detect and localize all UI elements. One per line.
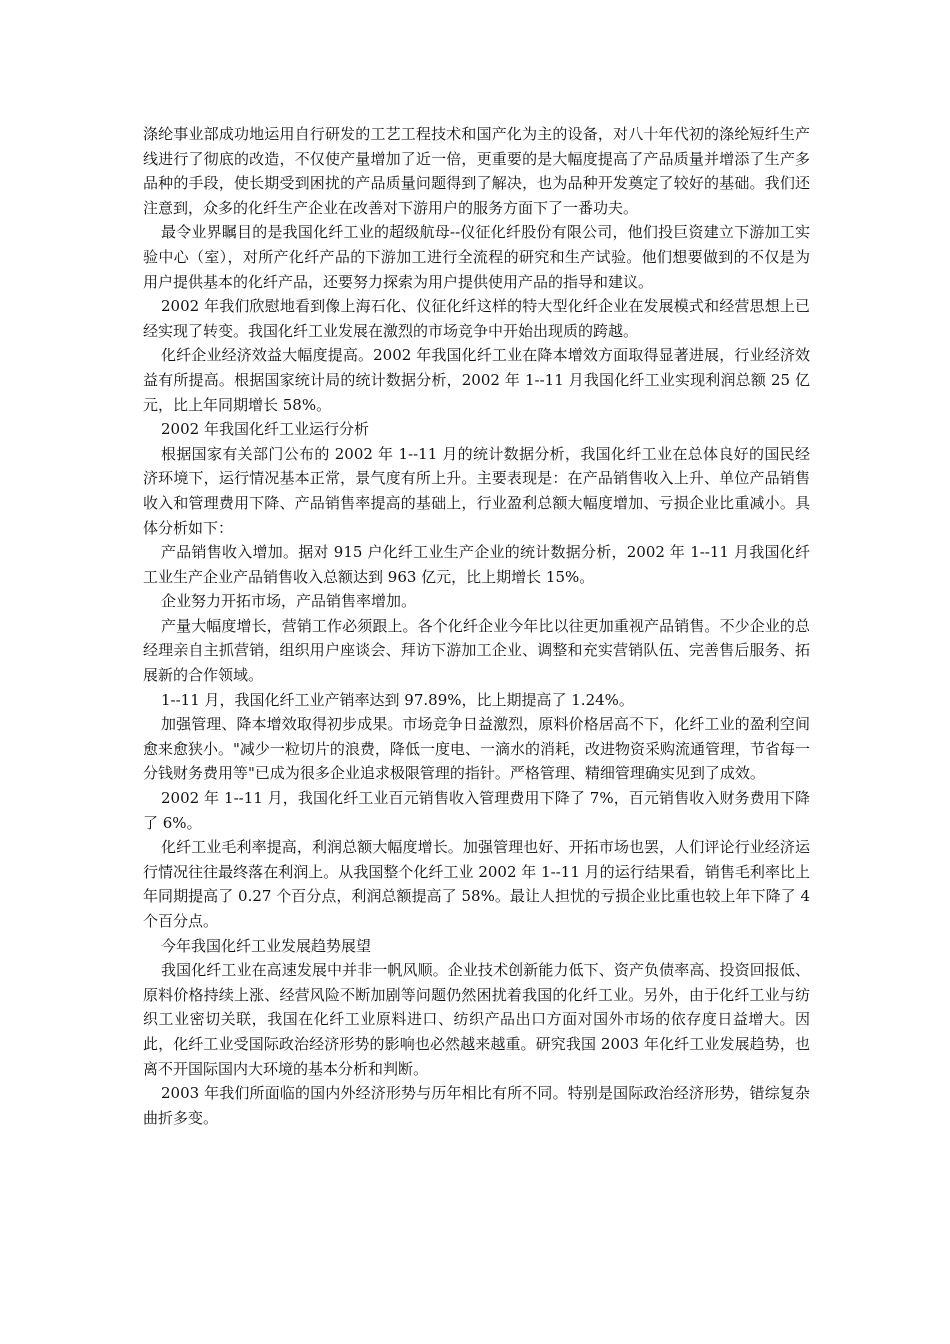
paragraph-profit-growth: 化纤企业经济效益大幅度提高。2002 年我国化纤工业在降本增效方面取得显著进展，行业经济效益有所提高。根据国家统计局的统计数据分析，2002 年 1--11 月我国化纤工业实现利润总额 25 亿元，比上年同期增长 58%。 bbox=[143, 346, 810, 414]
paragraph-market-expansion: 企业努力开拓市场，产品销售率增加。 bbox=[161, 592, 417, 611]
document-page bbox=[143, 122, 810, 1130]
paragraph-sales-revenue: 产品销售收入增加。据对 915 户化纤工业生产企业的统计数据分析，2002 年 1--11 月我国化纤工业生产企业产品销售收入总额达到 963 亿元，比上期增长 15%。 bbox=[143, 543, 810, 586]
paragraph-yizheng-lab: 最令业界瞩目的是我国化纤工业的超级航母--仪征化纤股份有限公司，他们投巨资建立下游加工实验中心（室），对所产化纤产品的下游加工进行全流程的研究和生产试验。他们想要做到的不仅是为用户提供基本的化纤产品，还要努力探索为用户提供使用产品的指导和建议。 bbox=[143, 223, 810, 291]
paragraph-management-cost: 加强管理、降本增效取得初步成果。市场竞争日益激烈，原料价格居高不下，化纤工业的盈利空间愈来愈狭小。"减少一粒切片的浪费，降低一度电、一滴水的消耗，改进物资采购流通管理，节省每一分钱财务费用等"已成为很多企业追求极限管理的指针。严格管理、精细管理确实见到了成效。 bbox=[143, 715, 810, 783]
paragraph-challenges: 我国化纤工业在高速发展中并非一帆风顺。企业技术创新能力低下、资产负债率高、投资回报低、原料价格持续上涨、经营风险不断加剧等问题仍然困扰着我国的化纤工业。另外，由于化纤工业与纺织工业密切关联，我国在化纤工业原料进口、纺织产品出口方面对国外市场的依存度日益增大。因此，化纤工业受国际政治经济形势的影响也必然越来越重。研究我国 2003 年化纤工业发展趋势，也离不开国际国内大环境的基本分析和判断。 bbox=[143, 961, 810, 1078]
paragraph-2003-situation: 2003 年我们所面临的国内外经济形势与历年相比有所不同。特别是国际政治经济形势，错综复杂曲折多变。 bbox=[143, 1084, 810, 1127]
paragraph-analysis-overview: 根据国家有关部门公布的 2002 年 1--11 月的统计数据分析，我国化纤工业在总体良好的国民经济环境下，运行情况基本正常，景气度有所上升。主要表现是：在产品销售收入上升、单位产品销售收入和管理费用下降、产品销售率提高的基础上，行业盈利总额大幅度增加、亏损企业比重减小。具体分析如下： bbox=[143, 444, 810, 537]
section-heading-2002-analysis: 2002 年我国化纤工业运行分析 bbox=[161, 420, 369, 439]
paragraph-sales-rate: 1--11 月，我国化纤工业产销率达到 97.89%，比上期提高了 1.24%。 bbox=[161, 690, 634, 709]
section-heading-outlook: 今年我国化纤工业发展趋势展望 bbox=[161, 936, 372, 955]
paragraph-marketing-effort: 产量大幅度增长，营销工作必须跟上。各个化纤企业今年比以往更加重视产品销售。不少企业的总经理亲自主抓营销，组织用户座谈会、拜访下游加工企业、调整和充实营销队伍、完善售后服务、拓展新的合作领域。 bbox=[143, 616, 810, 685]
paragraph-gross-margin: 化纤工业毛利率提高，利润总额大幅度增长。加强管理也好、开拓市场也罢，人们评论行业经济运行情况往往最终落在利润上。从我国整个化纤工业 2002 年 1--11 月的运行结果看，销售毛利率比上年同期提高了 0.27 个百分点，利润总额提高了 58%。最让人担忧的亏损企业比重也较上年下降了 4 个百分点。 bbox=[143, 838, 810, 930]
paragraph-2002-transition: 2002 年我们欣慰地看到像上海石化、仪征化纤这样的特大型化纤企业在发展模式和经营思想上已经实现了转变。我国化纤工业发展在激烈的市场竞争中开始出现质的跨越。 bbox=[143, 297, 810, 340]
paragraph-polyester-upgrade: 涤纶事业部成功地运用自行研发的工艺工程技术和国产化为主的设备，对八十年代初的涤纶短纤生产线进行了彻底的改造，不仅使产量增加了近一倍，更重要的是大幅度提高了产品质量并增添了生产多品种的手段，使长期受到困扰的产品质量问题得到了解决，也为品种开发奠定了较好的基础。我们还注意到，众多的化纤生产企业在改善对下游用户的服务方面下了一番功夫。 bbox=[143, 125, 810, 217]
paragraph-expense-decline: 2002 年 1--11 月，我国化纤工业百元销售收入管理费用下降了 7%，百元销售收入财务费用下降了 6%。 bbox=[143, 789, 810, 832]
